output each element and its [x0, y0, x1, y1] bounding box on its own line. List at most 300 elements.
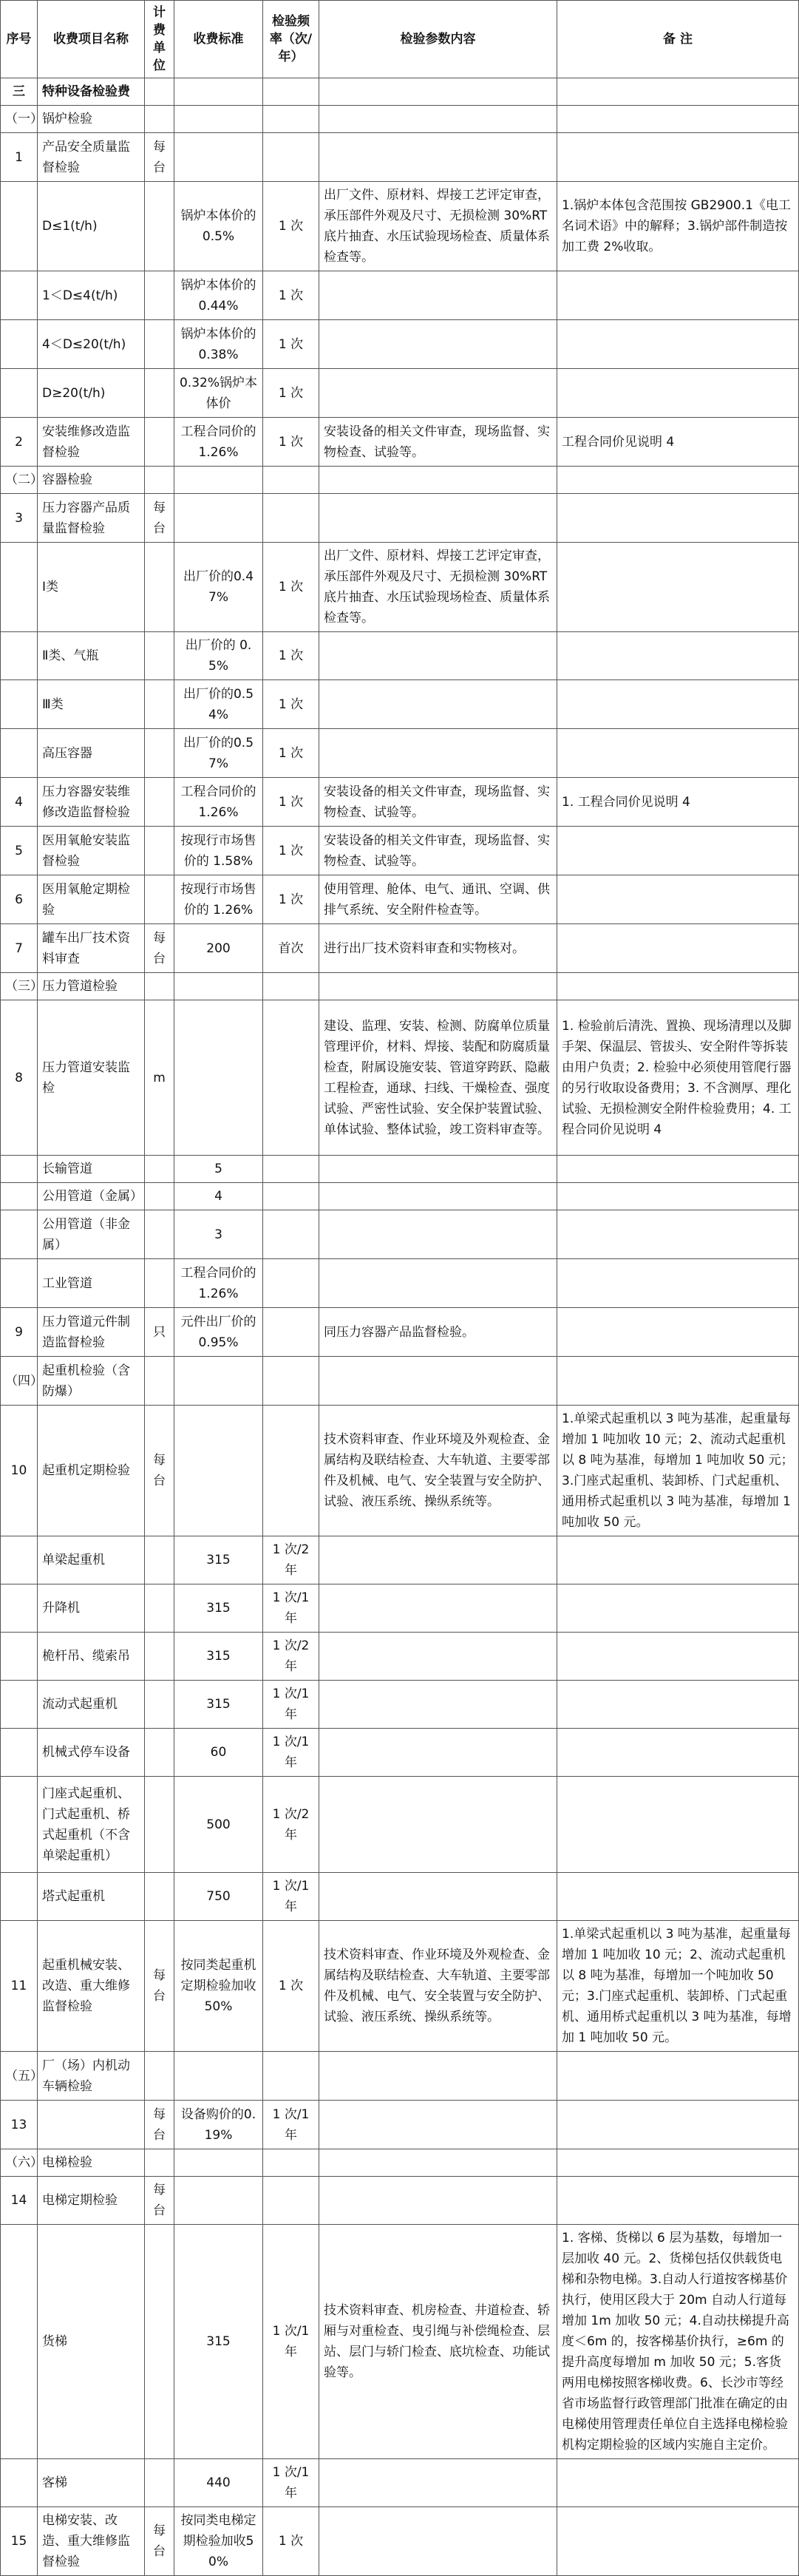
- cell-seq: [1, 729, 38, 778]
- cell-params: [319, 78, 557, 106]
- cell-remarks: [557, 543, 799, 632]
- cell-unit: 每台: [145, 494, 174, 543]
- cell-remarks: 1. 检验前后清洗、置换、现场清理以及脚手架、保温层、管拔头、安全附件等拆装由用户负责；2. 检验中必须使用管爬行器的另行收取设备费用；3. 不含测厚、理化试验、无损检测安全附件检验费用；4. 工程合同价见说明 4: [557, 1000, 799, 1156]
- table-row: [1, 1000, 799, 1156]
- cell-seq: [1, 1210, 38, 1259]
- cell-seq: （三）: [1, 973, 38, 1000]
- cell-unit: [145, 1681, 174, 1729]
- cell-remarks: [557, 973, 799, 1000]
- table-row: [1, 78, 799, 106]
- cell-seq: （五）: [1, 2052, 38, 2101]
- cell-unit: 只: [145, 1308, 174, 1357]
- cell-unit: [145, 320, 174, 369]
- cell-unit: [145, 1183, 174, 1210]
- cell-standard: 锅炉本体价的0.38%: [174, 320, 263, 369]
- table-row: [1, 1406, 799, 1536]
- cell-standard: 315: [174, 1584, 263, 1633]
- cell-item-name: 电梯安装、改造、重大维修监督检验: [38, 2507, 145, 2576]
- cell-frequency: 1 次: [263, 680, 319, 729]
- cell-unit: 每台: [145, 2177, 174, 2225]
- table-row: [1, 1729, 799, 1777]
- cell-unit: [145, 778, 174, 827]
- cell-frequency: 1 次/1 年: [263, 1584, 319, 1633]
- table-row: [1, 827, 799, 875]
- cell-frequency: [263, 1183, 319, 1210]
- cell-item-name: 客梯: [38, 2459, 145, 2507]
- cell-remarks: [557, 271, 799, 320]
- table-row: [1, 2177, 799, 2225]
- cell-remarks: [557, 2177, 799, 2225]
- cell-item-name: 容器检验: [38, 467, 145, 494]
- cell-params: [319, 2507, 557, 2576]
- table-row: [1, 1183, 799, 1210]
- cell-seq: [1, 271, 38, 320]
- cell-params: [319, 1777, 557, 1873]
- cell-params: 出厂文件、原材料、焊接工艺评定审查，承压部件外观及尺寸、无损检测 30%RT 底片抽査、水压试验现场检查、质量体系检查等。: [319, 182, 557, 271]
- cell-params: 使用管理、舱体、电气、通讯、空调、供排气系统、安全附件检查等。: [319, 875, 557, 924]
- cell-frequency: [263, 2052, 319, 2101]
- cell-seq: 4: [1, 778, 38, 827]
- cell-seq: [1, 543, 38, 632]
- cell-frequency: [263, 2177, 319, 2225]
- table-row: [1, 2507, 799, 2576]
- cell-params: [319, 2149, 557, 2177]
- cell-item-name: 起重机械安装、改造、重大维修监督检验: [38, 1921, 145, 2052]
- cell-params: [319, 1873, 557, 1921]
- cell-frequency: 1 次: [263, 320, 319, 369]
- cell-item-name: 单梁起重机: [38, 1536, 145, 1584]
- cell-item-name: 罐车出厂技术资料审查: [38, 924, 145, 973]
- cell-frequency: 1 次/1 年: [263, 2459, 319, 2507]
- cell-unit: [145, 271, 174, 320]
- cell-unit: [145, 1156, 174, 1183]
- cell-remarks: [557, 1259, 799, 1308]
- table-row: [1, 467, 799, 494]
- cell-remarks: 1. 客梯、货梯以 6 层为基数，每增加一层加收 40 元。2、货梯包括仅供载货电梯和杂物电梯。3.自动人行道按客梯基价执行，使用区段大于 20m 自动人行道每增加 1m 加收 50 元；4.自动扶梯提升高度＜6m 的，按客梯基价执行，≥6m 的提升高度每增加 m 加收 50 元；5.客货两用电梯按照客梯收费。6、长沙市等经省市场监督行政管理部门批准在确定的由电梯使用管理责任单位自主选择电梯检验机构定期检验的区域内实施自主定价。: [557, 2225, 799, 2459]
- cell-params: [319, 1357, 557, 1406]
- cell-standard: 工程合同价的1.26%: [174, 1259, 263, 1308]
- cell-remarks: [557, 1183, 799, 1210]
- cell-unit: [145, 1873, 174, 1921]
- cell-frequency: 1 次: [263, 729, 319, 778]
- cell-remarks: [557, 2101, 799, 2149]
- cell-params: [319, 271, 557, 320]
- cell-remarks: [557, 1210, 799, 1259]
- cell-item-name: 压力管道安装监检: [38, 1000, 145, 1156]
- cell-remarks: 1.锅炉本体包含范围按 GB2900.1《电工名词术语》中的解释；3.锅炉部件制造按加工费 2%收取。: [557, 182, 799, 271]
- cell-params: [319, 1681, 557, 1729]
- cell-remarks: [557, 467, 799, 494]
- cell-standard: [174, 2177, 263, 2225]
- cell-params: 安装设备的相关文件审查，现场监督、实物检查、试验等。: [319, 778, 557, 827]
- cell-item-name: 压力容器产品质量监督检验: [38, 494, 145, 543]
- cell-unit: 每台: [145, 2101, 174, 2149]
- cell-remarks: [557, 78, 799, 106]
- table-row: [1, 369, 799, 418]
- cell-seq: [1, 632, 38, 680]
- cell-standard: [174, 494, 263, 543]
- cell-standard: 按同类电梯定期检验加收50%: [174, 2507, 263, 2576]
- cell-item-name: 医用氧舱安装监督检验: [38, 827, 145, 875]
- table-row: [1, 494, 799, 543]
- cell-frequency: 1 次/2 年: [263, 1536, 319, 1584]
- cell-frequency: 1 次/2 年: [263, 1633, 319, 1681]
- table-row: [1, 680, 799, 729]
- cell-params: [319, 1729, 557, 1777]
- cell-seq: 8: [1, 1000, 38, 1156]
- table-row: [1, 632, 799, 680]
- cell-params: 进行出厂技术资料审查和实物核对。: [319, 924, 557, 973]
- table-row: [1, 924, 799, 973]
- cell-remarks: [557, 1633, 799, 1681]
- cell-unit: [145, 1584, 174, 1633]
- cell-params: [319, 467, 557, 494]
- cell-standard: 315: [174, 1536, 263, 1584]
- cell-seq: [1, 1183, 38, 1210]
- cell-frequency: [263, 1406, 319, 1536]
- table-row: [1, 182, 799, 271]
- cell-item-name: 起重机定期检验: [38, 1406, 145, 1536]
- cell-item-name: 电梯检验: [38, 2149, 145, 2177]
- cell-remarks: [557, 133, 799, 182]
- cell-item-name: Ⅰ类: [38, 543, 145, 632]
- cell-item-name: 工业管道: [38, 1259, 145, 1308]
- cell-seq: 11: [1, 1921, 38, 2052]
- cell-unit: 每台: [145, 1406, 174, 1536]
- cell-seq: 15: [1, 2507, 38, 2576]
- cell-remarks: [557, 2459, 799, 2507]
- cell-frequency: 1 次: [263, 632, 319, 680]
- cell-unit: [145, 680, 174, 729]
- cell-item-name: 机械式停车设备: [38, 1729, 145, 1777]
- cell-item-name: 医用氧舱定期检验: [38, 875, 145, 924]
- cell-seq: （二）: [1, 467, 38, 494]
- cell-unit: [145, 827, 174, 875]
- cell-unit: [145, 875, 174, 924]
- cell-frequency: [263, 467, 319, 494]
- cell-seq: （四）: [1, 1357, 38, 1406]
- cell-standard: [174, 1406, 263, 1536]
- cell-remarks: [557, 1357, 799, 1406]
- cell-standard: 315: [174, 2225, 263, 2459]
- cell-standard: 按现行市场售价的 1.58%: [174, 827, 263, 875]
- cell-standard: 60: [174, 1729, 263, 1777]
- cell-frequency: [263, 494, 319, 543]
- header-standard: 收费标准: [174, 1, 263, 78]
- cell-remarks: [557, 320, 799, 369]
- cell-standard: 元件出厂价的0.95%: [174, 1308, 263, 1357]
- cell-seq: [1, 2459, 38, 2507]
- cell-item-name: 压力管道元件制造监督检验: [38, 1308, 145, 1357]
- cell-remarks: [557, 1536, 799, 1584]
- table-row: [1, 1633, 799, 1681]
- cell-params: [319, 973, 557, 1000]
- cell-frequency: 1 次/1 年: [263, 1873, 319, 1921]
- cell-seq: [1, 369, 38, 418]
- table-body: [1, 78, 799, 2576]
- cell-standard: [174, 1357, 263, 1406]
- cell-seq: [1, 1633, 38, 1681]
- cell-remarks: [557, 2052, 799, 2101]
- cell-frequency: 首次: [263, 924, 319, 973]
- cell-frequency: [263, 1308, 319, 1357]
- cell-seq: 14: [1, 2177, 38, 2225]
- cell-remarks: [557, 1729, 799, 1777]
- cell-standard: 锅炉本体价的0.5%: [174, 182, 263, 271]
- cell-unit: [145, 369, 174, 418]
- cell-frequency: 1 次/1 年: [263, 1681, 319, 1729]
- cell-item-name: 4＜D≤20(t/h): [38, 320, 145, 369]
- cell-item-name: [38, 2101, 145, 2149]
- cell-item-name: 长输管道: [38, 1156, 145, 1183]
- table-row: [1, 778, 799, 827]
- cell-frequency: [263, 973, 319, 1000]
- table-row: [1, 320, 799, 369]
- cell-unit: [145, 1633, 174, 1681]
- table-row: [1, 2149, 799, 2177]
- cell-frequency: 1 次: [263, 875, 319, 924]
- cell-standard: 锅炉本体价的0.44%: [174, 271, 263, 320]
- cell-unit: [145, 2149, 174, 2177]
- cell-params: 安装设备的相关文件审查，现场监督、实物检查、试验等。: [319, 418, 557, 467]
- cell-seq: [1, 680, 38, 729]
- cell-seq: [1, 320, 38, 369]
- cell-standard: 出厂价的0.57%: [174, 729, 263, 778]
- cell-standard: 440: [174, 2459, 263, 2507]
- cell-frequency: 1 次/2 年: [263, 1777, 319, 1873]
- cell-standard: 750: [174, 1873, 263, 1921]
- table-row: [1, 1777, 799, 1873]
- cell-params: [319, 2459, 557, 2507]
- cell-params: [319, 2101, 557, 2149]
- cell-unit: 每台: [145, 2507, 174, 2576]
- cell-frequency: 1 次: [263, 543, 319, 632]
- cell-unit: m: [145, 1000, 174, 1156]
- cell-frequency: [263, 106, 319, 133]
- cell-frequency: [263, 2149, 319, 2177]
- cell-unit: [145, 973, 174, 1000]
- cell-item-name: 门座式起重机、门式起重机、桥式起重机（不含单梁起重机）: [38, 1777, 145, 1873]
- cell-remarks: [557, 827, 799, 875]
- cell-item-name: 塔式起重机: [38, 1873, 145, 1921]
- cell-standard: 3: [174, 1210, 263, 1259]
- header-name: 收费项目名称: [38, 1, 145, 78]
- cell-unit: [145, 106, 174, 133]
- header-unit: 计费单位: [145, 1, 174, 78]
- cell-frequency: 1 次: [263, 1921, 319, 2052]
- cell-remarks: [557, 1681, 799, 1729]
- header-params: 检验参数内容: [319, 1, 557, 78]
- cell-unit: [145, 1357, 174, 1406]
- header-row: [1, 1, 799, 78]
- cell-remarks: [557, 924, 799, 973]
- cell-seq: [1, 1777, 38, 1873]
- cell-item-name: 高压容器: [38, 729, 145, 778]
- cell-seq: [1, 1156, 38, 1183]
- cell-frequency: [263, 1357, 319, 1406]
- cell-item-name: 公用管道（金属）: [38, 1183, 145, 1210]
- cell-params: 同压力容器产品监督检验。: [319, 1308, 557, 1357]
- header-seq: 序号: [1, 1, 38, 78]
- cell-standard: 315: [174, 1681, 263, 1729]
- cell-standard: 出厂价的0.54%: [174, 680, 263, 729]
- cell-frequency: 1 次/1 年: [263, 2101, 319, 2149]
- cell-frequency: 1 次: [263, 418, 319, 467]
- cell-standard: [174, 1000, 263, 1156]
- table-row: [1, 271, 799, 320]
- cell-seq: [1, 2225, 38, 2459]
- cell-remarks: [557, 494, 799, 543]
- cell-unit: [145, 182, 174, 271]
- cell-unit: [145, 1210, 174, 1259]
- cell-frequency: 1 次/1 年: [263, 1729, 319, 1777]
- cell-frequency: 1 次/1 年: [263, 2225, 319, 2459]
- cell-remarks: [557, 680, 799, 729]
- cell-seq: [1, 1259, 38, 1308]
- cell-seq: 10: [1, 1406, 38, 1536]
- cell-unit: [145, 729, 174, 778]
- header-freq: 检验频率（次/年）: [263, 1, 319, 78]
- cell-unit: [145, 467, 174, 494]
- cell-unit: [145, 2052, 174, 2101]
- cell-item-name: D≤1(t/h): [38, 182, 145, 271]
- cell-frequency: 1 次: [263, 827, 319, 875]
- cell-standard: 设备购价的0.19%: [174, 2101, 263, 2149]
- table-row: [1, 1584, 799, 1633]
- cell-params: [319, 133, 557, 182]
- cell-item-name: 公用管道（非金属）: [38, 1210, 145, 1259]
- cell-item-name: D≥20(t/h): [38, 369, 145, 418]
- cell-params: [319, 369, 557, 418]
- cell-params: [319, 494, 557, 543]
- cell-frequency: [263, 133, 319, 182]
- cell-standard: 工程合同价的1.26%: [174, 418, 263, 467]
- cell-params: [319, 1633, 557, 1681]
- cell-seq: （六）: [1, 2149, 38, 2177]
- cell-item-name: 桅杆吊、缆索吊: [38, 1633, 145, 1681]
- cell-params: 技术资料审查、作业环境及外观检查、金属结构及联结检查、大车轨道、主要零部件及机械、电气、安全装置与安全防护、试验、液压系统、操纵系统等。: [319, 1921, 557, 2052]
- cell-item-name: 产品安全质量监督检验: [38, 133, 145, 182]
- cell-item-name: 电梯定期检验: [38, 2177, 145, 2225]
- table-row: [1, 2459, 799, 2507]
- cell-unit: 每台: [145, 924, 174, 973]
- cell-params: 安装设备的相关文件审查，现场监督、实物检查、试验等。: [319, 827, 557, 875]
- cell-unit: [145, 1259, 174, 1308]
- cell-remarks: 工程合同价见说明 4: [557, 418, 799, 467]
- table-row: [1, 543, 799, 632]
- table-row: [1, 1921, 799, 2052]
- cell-frequency: [263, 1210, 319, 1259]
- cell-remarks: [557, 106, 799, 133]
- cell-item-name: 货梯: [38, 2225, 145, 2459]
- cell-params: 出厂文件、原材料、焊接工艺评定审查，承压部件外观及尺寸、无损检测 30%RT 底片抽査、水压试验现场检查、质量体系检查等。: [319, 543, 557, 632]
- cell-params: [319, 729, 557, 778]
- cell-unit: [145, 1536, 174, 1584]
- cell-frequency: [263, 1000, 319, 1156]
- cell-params: [319, 632, 557, 680]
- cell-unit: 每台: [145, 1921, 174, 2052]
- table-row: [1, 1681, 799, 1729]
- cell-standard: [174, 78, 263, 106]
- cell-standard: [174, 2149, 263, 2177]
- cell-unit: [145, 2225, 174, 2459]
- cell-item-name: 锅炉检验: [38, 106, 145, 133]
- cell-standard: 工程合同价的1.26%: [174, 778, 263, 827]
- cell-unit: [145, 543, 174, 632]
- cell-seq: [1, 1681, 38, 1729]
- cell-remarks: [557, 1308, 799, 1357]
- cell-seq: 1: [1, 133, 38, 182]
- table-row: [1, 1308, 799, 1357]
- cell-unit: [145, 2459, 174, 2507]
- table-row: [1, 1259, 799, 1308]
- cell-item-name: 升降机: [38, 1584, 145, 1633]
- cell-frequency: 1 次: [263, 182, 319, 271]
- cell-frequency: 1 次: [263, 778, 319, 827]
- cell-unit: [145, 1729, 174, 1777]
- cell-standard: 5: [174, 1156, 263, 1183]
- cell-item-name: 厂（场）内机动车辆检验: [38, 2052, 145, 2101]
- cell-standard: 315: [174, 1633, 263, 1681]
- cell-standard: [174, 467, 263, 494]
- cell-frequency: 1 次: [263, 369, 319, 418]
- cell-seq: [1, 1536, 38, 1584]
- cell-params: 技术资料审查、作业环境及外观检查、金属结构及联结检查、大车轨道、主要零部件及机械、电气、安全装置与安全防护、试验、液压系统、操纵系统等。: [319, 1406, 557, 1536]
- cell-seq: 13: [1, 2101, 38, 2149]
- cell-params: [319, 2177, 557, 2225]
- cell-standard: 按同类起重机定期检验加收50%: [174, 1921, 263, 2052]
- cell-seq: 2: [1, 418, 38, 467]
- cell-item-name: 1＜D≤4(t/h): [38, 271, 145, 320]
- cell-params: [319, 1584, 557, 1633]
- cell-item-name: 压力管道检验: [38, 973, 145, 1000]
- cell-item-name: 流动式起重机: [38, 1681, 145, 1729]
- cell-params: [319, 1210, 557, 1259]
- table-row: [1, 106, 799, 133]
- table-row: [1, 2101, 799, 2149]
- cell-item-name: Ⅲ类: [38, 680, 145, 729]
- cell-seq: （一）: [1, 106, 38, 133]
- cell-frequency: [263, 1156, 319, 1183]
- cell-seq: 7: [1, 924, 38, 973]
- cell-params: [319, 1156, 557, 1183]
- cell-standard: [174, 106, 263, 133]
- cell-frequency: [263, 1259, 319, 1308]
- cell-item-name: 特种设备检验费: [38, 78, 145, 106]
- header-remarks: 备 注: [557, 1, 799, 78]
- cell-params: [319, 2052, 557, 2101]
- cell-params: 技术资料审查、机房检查、井道检查、轿厢与对重检查、曳引绳与补偿绳检查、层站、层门与轿门检查、底坑检查、功能试验等。: [319, 2225, 557, 2459]
- cell-remarks: [557, 1873, 799, 1921]
- cell-seq: [1, 1729, 38, 1777]
- table-row: [1, 729, 799, 778]
- cell-unit: [145, 78, 174, 106]
- cell-frequency: [263, 78, 319, 106]
- cell-params: [319, 680, 557, 729]
- cell-standard: 按现行市场售价的 1.26%: [174, 875, 263, 924]
- cell-seq: 9: [1, 1308, 38, 1357]
- table-row: [1, 1357, 799, 1406]
- table-row: [1, 1873, 799, 1921]
- table-row: [1, 2225, 799, 2459]
- cell-params: [319, 320, 557, 369]
- cell-remarks: 1. 工程合同价见说明 4: [557, 778, 799, 827]
- cell-seq: 6: [1, 875, 38, 924]
- cell-standard: 0.32%锅炉本体价: [174, 369, 263, 418]
- table-row: [1, 1210, 799, 1259]
- cell-item-name: 起重机检验（含防爆）: [38, 1357, 145, 1406]
- cell-remarks: [557, 369, 799, 418]
